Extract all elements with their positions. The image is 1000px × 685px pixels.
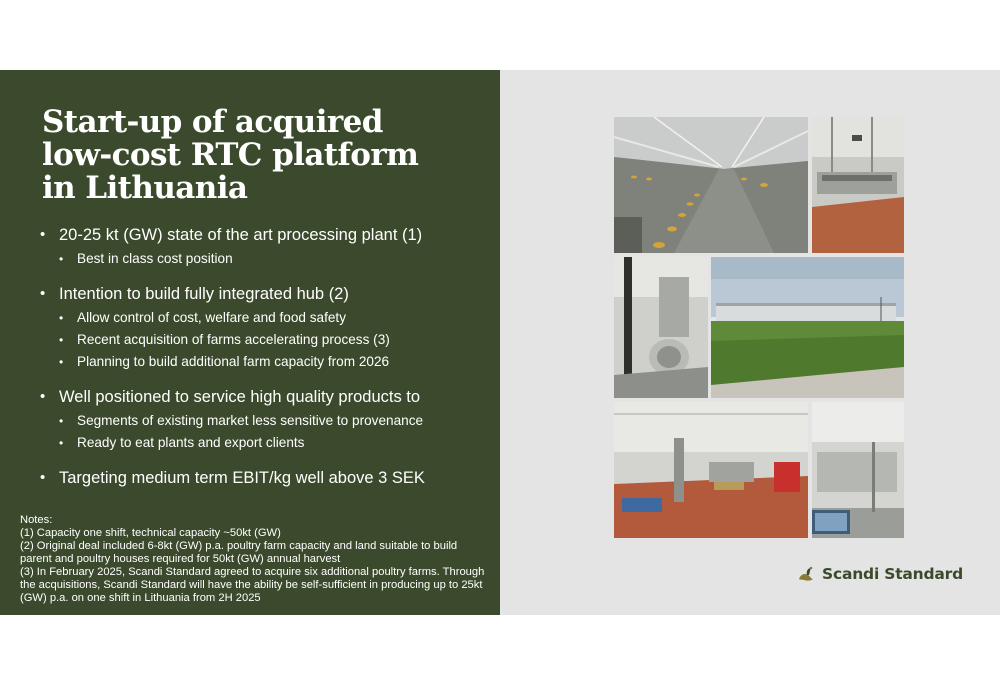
title-line: low-cost RTC platform [42,137,419,173]
sub-bullet-item: • Ready to eat plants and export clients [59,432,490,454]
footnotes [20,514,490,605]
title-line: in Lithuania [42,170,248,206]
sub-bullet-item: • Planning to build additional farm capacity from 2026 [59,351,490,373]
footnote: (1) Capacity one shift, technical capacity ~50kt (GW) [20,527,281,539]
processing-hall-photo [812,117,904,253]
bullet-text: Targeting medium term EBIT/kg well above 3 SEK [59,469,425,487]
bullet-text: Well positioned to service high quality products to [59,388,421,406]
sub-bullet-list [59,248,490,270]
sub-bullet-list [59,410,490,454]
bullet-list [40,224,490,502]
logo-wordmark: Scandi Standard [822,565,964,583]
footnote: (2) Original deal included 6-8kt (GW) p.a. poultry farm capacity and land suitable to build parent and poultry houses required for 50kt (GW) annual harvest [20,540,458,565]
bullet-item [40,467,490,489]
notes-heading: Notes: [20,514,53,526]
footnote: (3) In February 2025, Scandi Standard agreed to acquire six additional poultry farms. Through the acquisitions, Scandi Standard will have the ability be self-sufficient in producing up to 25kt (GW) p.a. on one shift in Lithuania from 2H 2025 [20,566,485,604]
bullet-text: 20-25 kt (GW) state of the art processing plant (1) [59,226,423,244]
company-logo [796,564,963,584]
sub-bullet-item: • Allow control of cost, welfare and food safety [59,307,490,329]
sub-bullet-item: • Recent acquisition of farms accelerating process (3) [59,329,490,351]
photo-collage [614,117,904,538]
title-line: Start-up of acquired [42,104,383,140]
production-floor-photo [614,402,808,538]
bullet-item [40,224,490,270]
bullet-item [40,283,490,373]
bullet-text: Intention to build fully integrated hub (2) [59,285,349,303]
sub-bullet-list [59,307,490,373]
bullet-item [40,386,490,454]
plant-exterior-photo [711,257,904,398]
slide [0,70,1000,615]
sub-bullet-item: • Best in class cost position [59,248,490,270]
rooster-logo-icon [796,564,816,584]
poultry-house-photo [614,117,808,253]
slide-title [42,106,418,205]
photo-panel [500,70,1000,615]
sub-bullet-item: • Segments of existing market less sensitive to provenance [59,410,490,432]
text-panel [0,70,500,615]
control-room-photo [812,402,904,538]
machinery-photo [614,257,708,398]
